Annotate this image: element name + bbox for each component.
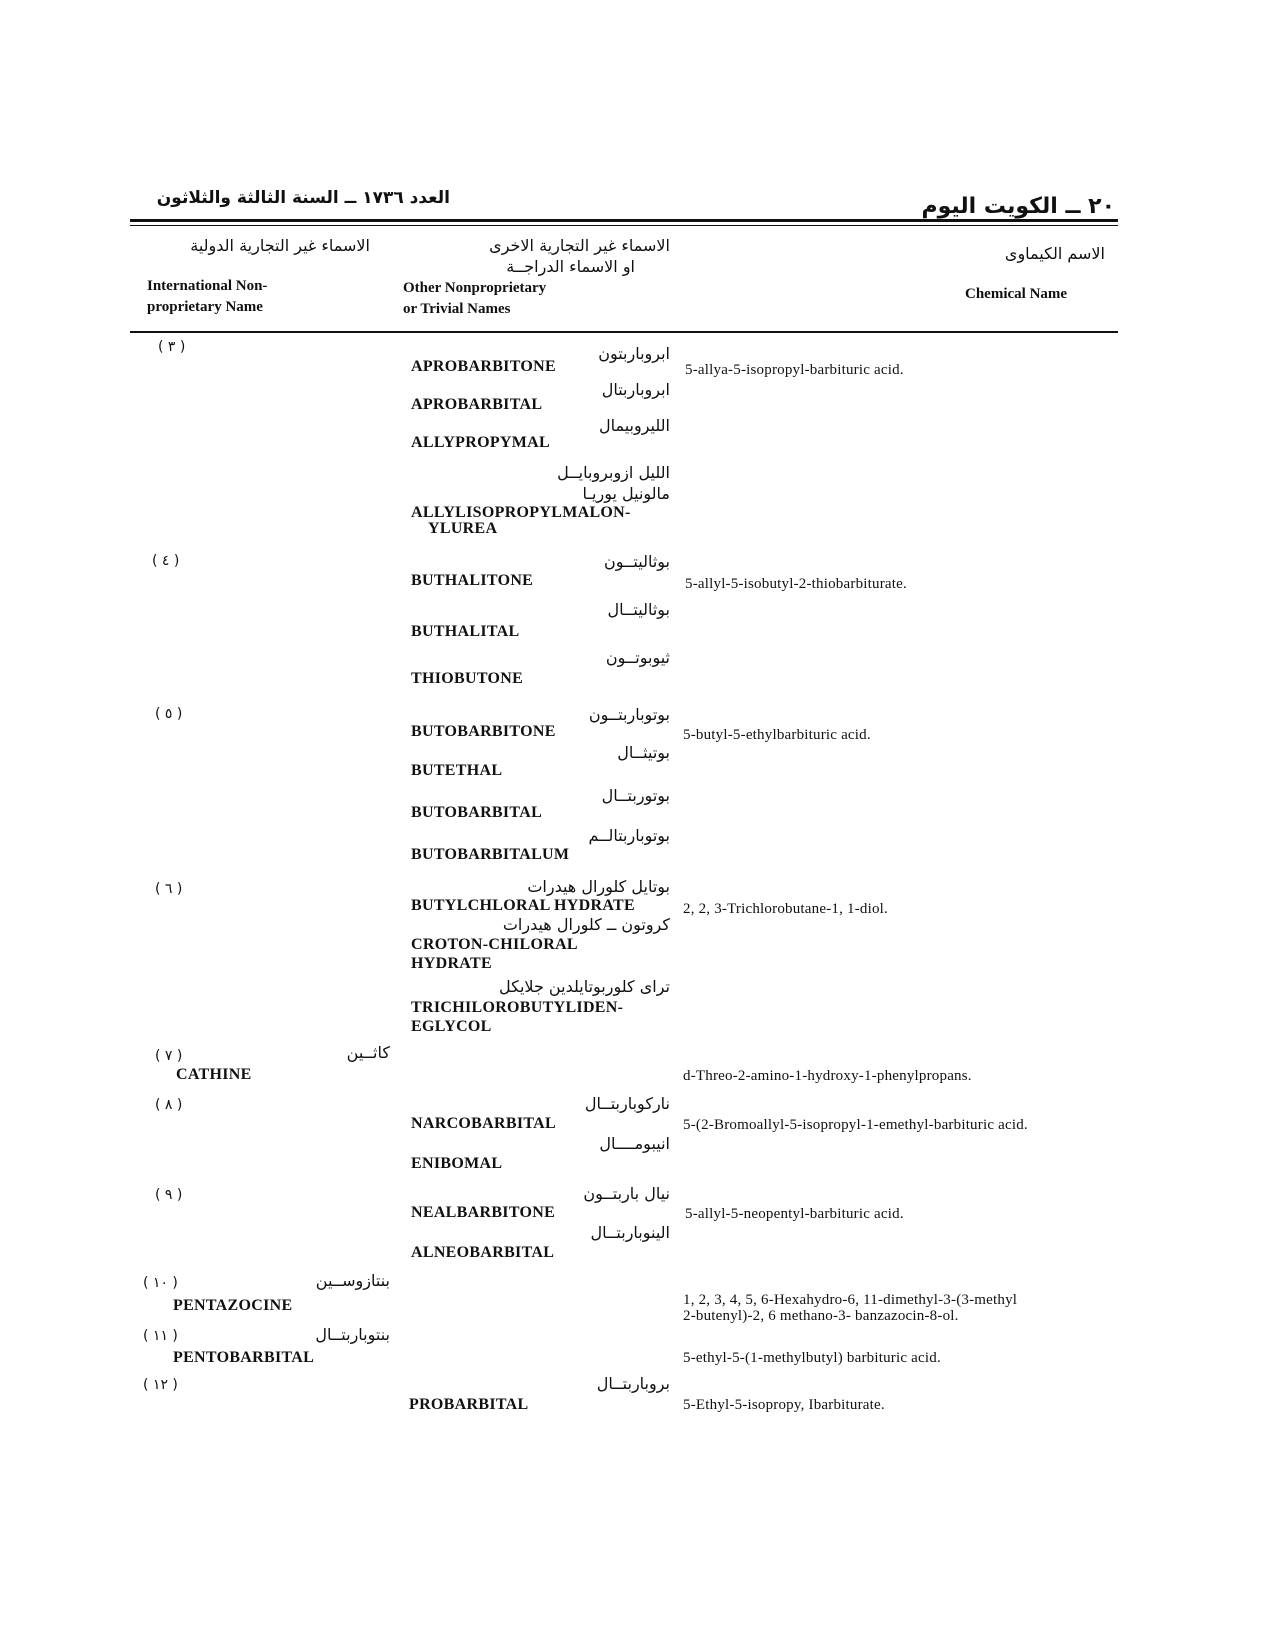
name-en: ALLYLISOPROPYLMALON- bbox=[411, 504, 631, 521]
inn-ar: بنتازوســين bbox=[315, 1271, 390, 1290]
page-title: ٢٠ ــ الكويت اليوم bbox=[921, 194, 1115, 219]
chemical-name: 5-butyl-5-ethylbarbituric acid. bbox=[683, 727, 871, 743]
name-en: TRICHILOROBUTYLIDEN- bbox=[411, 999, 624, 1016]
chemical-name: 2, 2, 3-Trichlorobutane-1, 1-diol. bbox=[683, 901, 888, 917]
inn-en: PENTAZOCINE bbox=[173, 1297, 293, 1314]
entry-number: ( ٥ ) bbox=[155, 706, 183, 722]
name-en: CROTON-CHILORAL bbox=[411, 936, 578, 953]
name-en: BUTYLCHLORAL HYDRATE bbox=[411, 897, 635, 914]
chemical-name: 5-ethyl-5-(1-methylbutyl) barbituric acid. bbox=[683, 1350, 941, 1366]
entry-number: ( ٤ ) bbox=[152, 553, 180, 569]
name-en: ALLYPROPYMAL bbox=[411, 434, 551, 451]
name-en: NARCOBARBITAL bbox=[411, 1115, 556, 1132]
name-en: ENIBOMAL bbox=[411, 1155, 503, 1172]
name-ar: بوثاليتــال bbox=[607, 600, 670, 619]
name-ar: بوتوربتــال bbox=[601, 786, 670, 805]
name-ar: الليل ازوبروبايــل bbox=[557, 463, 670, 482]
entry-number: ( ٩ ) bbox=[155, 1187, 183, 1203]
chemical-name: 5-(2-Bromoallyl-5-isopropyl-1-emethyl-barbituric acid. bbox=[683, 1117, 1028, 1133]
col-inn-ar: الاسماء غير التجارية الدولية bbox=[190, 236, 370, 255]
col-other-ar-1: الاسماء غير التجارية الاخرى bbox=[489, 236, 670, 255]
name-en: YLUREA bbox=[428, 520, 498, 537]
name-ar: بوثاليتــون bbox=[604, 552, 670, 571]
chemical-name: d-Threo-2-amino-1-hydroxy-1-phenylpropans. bbox=[683, 1068, 972, 1084]
name-en: APROBARBITAL bbox=[411, 396, 543, 413]
entry-number: ( ١٠ ) bbox=[143, 1275, 178, 1291]
chemical-name: 5-allyl-5-isobutyl-2-thiobarbiturate. bbox=[685, 576, 907, 592]
col-chem-en: Chemical Name bbox=[965, 286, 1068, 302]
chemical-name: 5-allyl-5-neopentyl-barbituric acid. bbox=[685, 1206, 904, 1222]
header-rule-thin bbox=[130, 225, 1118, 226]
name-en: ALNEOBARBITAL bbox=[411, 1244, 555, 1261]
col-other-ar-2: او الاسماء الدراجــة bbox=[506, 257, 635, 276]
name-ar: مالونيل يوريـا bbox=[582, 484, 670, 503]
table-header-rule bbox=[130, 331, 1118, 333]
name-en: BUTHALITONE bbox=[411, 572, 534, 589]
col-chem-ar: الاسم الكيماوى bbox=[1004, 244, 1105, 263]
name-ar: الينوباربتــال bbox=[590, 1223, 670, 1242]
name-en: BUTHALITAL bbox=[411, 623, 520, 640]
entry-number: ( ١١ ) bbox=[143, 1328, 178, 1344]
name-en: THIOBUTONE bbox=[411, 670, 524, 687]
name-ar: تراى كلوربوتايلدين جلايكل bbox=[499, 977, 670, 996]
name-ar: كروتون ــ كلورال هيدرات bbox=[502, 915, 670, 934]
entry-number: ( ٨ ) bbox=[155, 1097, 183, 1113]
name-ar: بوتوباربتــون bbox=[588, 705, 670, 724]
name-ar: بوتيثــال bbox=[617, 743, 670, 762]
name-ar: ثيوبوتــون bbox=[605, 648, 670, 667]
entry-number: ( ٣ ) bbox=[158, 339, 186, 355]
header-rule-thick bbox=[130, 219, 1118, 222]
entry-number: ( ٦ ) bbox=[155, 881, 183, 897]
chemical-name: 2-butenyl)-2, 6 methano-3- banzazocin-8-ol. bbox=[683, 1308, 959, 1324]
name-ar: بروباربتــال bbox=[596, 1374, 670, 1393]
chemical-name: 5-allya-5-isopropyl-barbituric acid. bbox=[685, 362, 904, 378]
name-en: BUTETHAL bbox=[411, 762, 503, 779]
inn-en: PENTOBARBITAL bbox=[173, 1349, 315, 1366]
chemical-name: 5-Ethyl-5-isopropy, Ibarbiturate. bbox=[683, 1397, 885, 1413]
name-ar: انيبومــــال bbox=[599, 1134, 670, 1153]
entry-number: ( ١٢ ) bbox=[143, 1377, 178, 1393]
name-ar: بوتايل كلورال هيدرات bbox=[527, 877, 670, 896]
name-en: BUTOBARBITALUM bbox=[411, 846, 570, 863]
name-en: NEALBARBITONE bbox=[411, 1204, 556, 1221]
name-ar: ابروباربتال bbox=[601, 380, 670, 399]
name-en: BUTOBARBITONE bbox=[411, 723, 556, 740]
inn-ar: كاثــين bbox=[346, 1043, 390, 1062]
entry-number: ( ٧ ) bbox=[155, 1048, 183, 1064]
chemical-name: 1, 2, 3, 4, 5, 6-Hexahydro-6, 11-dimethyl-3-(3-methyl bbox=[683, 1292, 1018, 1308]
name-ar: ناركوباربتــال bbox=[584, 1094, 670, 1113]
name-ar: الليروبيمال bbox=[598, 416, 670, 435]
name-ar: نيال باربتــون bbox=[583, 1184, 670, 1203]
name-en: PROBARBITAL bbox=[409, 1396, 529, 1413]
col-inn-en: International Non- proprietary Name bbox=[147, 278, 268, 315]
inn-ar: بنتوباربتــال bbox=[315, 1325, 390, 1344]
name-ar: بوتوباربتالــم bbox=[588, 826, 670, 845]
name-ar: ابروباربتون bbox=[598, 344, 670, 363]
inn-en: CATHINE bbox=[176, 1066, 252, 1083]
name-en: APROBARBITONE bbox=[411, 358, 556, 375]
name-en: EGLYCOL bbox=[411, 1018, 492, 1035]
name-en: BUTOBARBITAL bbox=[411, 804, 543, 821]
col-other-en: Other Nonproprietary or Trivial Names bbox=[403, 280, 547, 317]
issue-info: العدد ١٧٣٦ ــ السنة الثالثة والثلاثون bbox=[156, 188, 450, 208]
name-en: HYDRATE bbox=[411, 955, 492, 972]
